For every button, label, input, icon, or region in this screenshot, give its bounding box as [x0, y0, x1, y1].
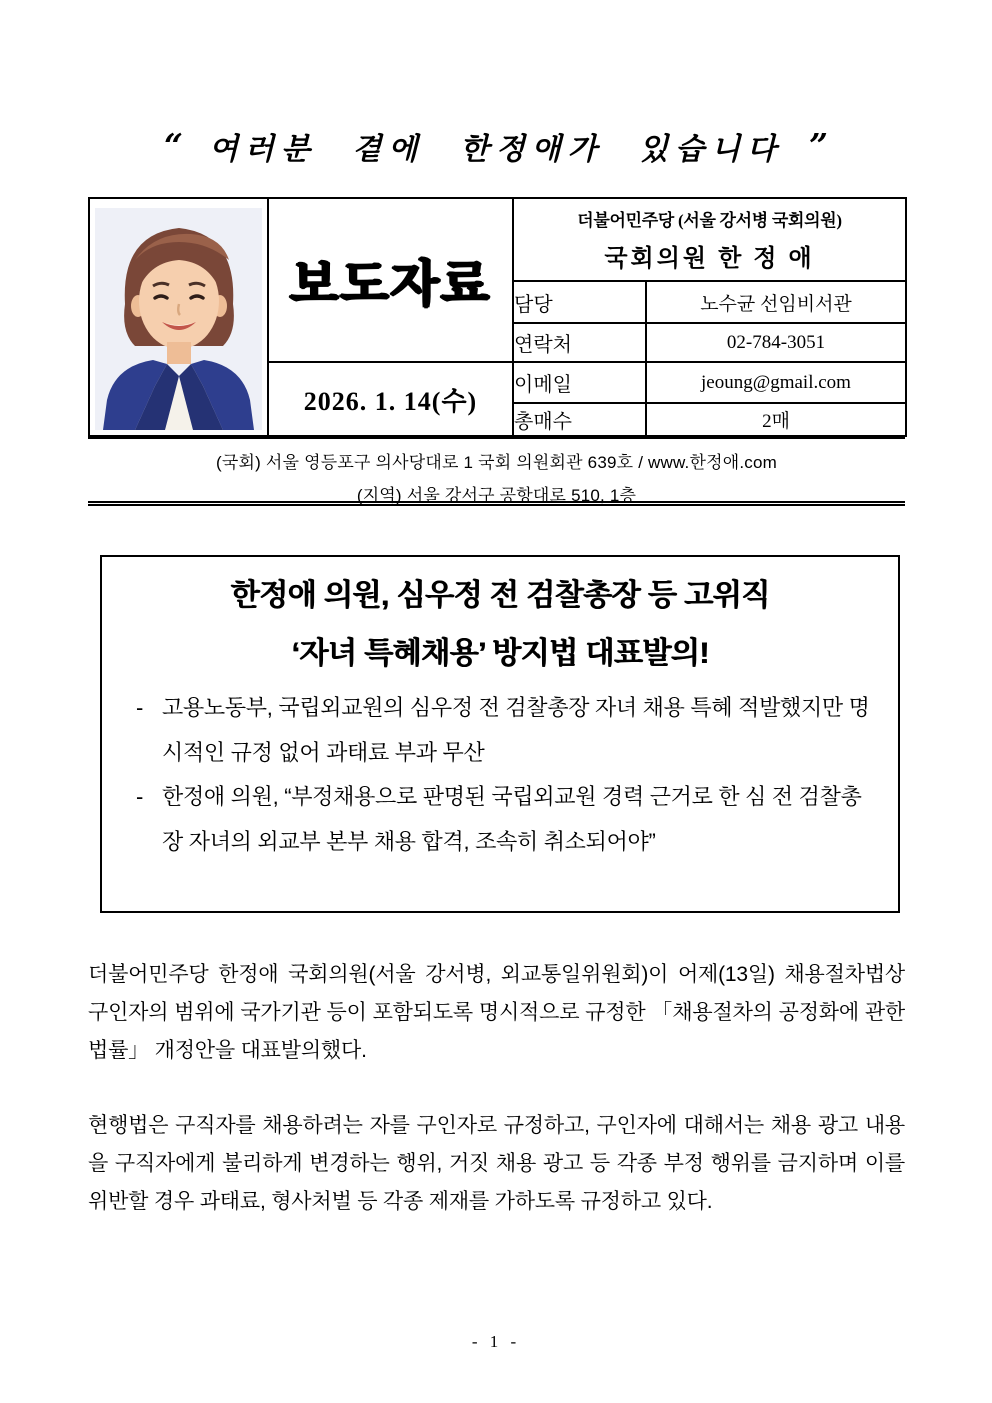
headline-bullets [128, 686, 872, 864]
bullet-dash: - [136, 695, 144, 720]
staff-value: 노수균 선임비서관 [646, 281, 906, 323]
body-paragraph: 현행법은 구직자를 채용하려는 자를 구인자로 규정하고, 구인자에 대해서는 채용 광고 내용을 구직자에게 불리하게 변경하는 행위, 거짓 채용 광고 등 각종 부정 행위를 금지하며 이를 위반할 경우 과태료, 형사처벌 등 각종 제재를 가하도록 규정하고 있다. [88, 1114, 905, 1213]
eye-right [191, 296, 203, 298]
slogan-text: 여러분 곁에 한정애가 있습니다 [208, 132, 784, 167]
release-date: 2026. 1. 14(수) [268, 362, 513, 436]
email-value: jeoung@gmail.com [646, 362, 906, 403]
bullet-text: 고용노동부, 국립외교원의 심우정 전 검찰총장 자녀 채용 특혜 적발했지만 명시적인 규정 없어 과태료 부과 무산 [162, 695, 870, 765]
headline-line1: 한정애 의원, 심우정 전 검찰총장 등 고위직 [230, 579, 770, 612]
page-number: - 1 - [471, 1332, 521, 1351]
staff-label: 담당 [513, 281, 646, 323]
address-divider-rule [88, 501, 905, 506]
pages-label: 총매수 [513, 403, 646, 436]
table-bottom-rule [88, 436, 905, 439]
bullet-text: 한정애 의원, “부정채용으로 판명된 국립외교원 경력 근거로 한 심 전 검찰총장 자녀의 외교부 본부 채용 합격, 조속히 취소되어야” [162, 784, 862, 854]
eye-left [155, 296, 167, 298]
email-label: 이메일 [513, 362, 646, 403]
party-line: 더불어민주당 (서울 강서병 국회의원) [577, 211, 842, 230]
headline-box [100, 555, 900, 913]
phone-value: 02-784-3051 [646, 323, 906, 362]
neck [167, 342, 191, 364]
headline-bullet [128, 686, 872, 775]
member-name: 국회의원 한 정 애 [604, 246, 815, 272]
member-header-cell [513, 198, 906, 281]
close-quote: ” [809, 126, 829, 165]
press-release-label: 보도자료 [268, 198, 513, 362]
open-quote: “ [163, 126, 183, 165]
slogan [0, 124, 992, 168]
address-district: (지역) 서울 강서구 공항대로 510, 1층 [356, 486, 637, 505]
body-paragraph: 더불어민주당 한정애 국회의원(서울 강서병, 외교통일위원회)이 어제(13일) 채용절차법상 구인자의 범위에 국가기관 등이 포함되도록 명시적으로 규정한 「채용절차의 공정화에 관한 법률」 개정안을 대표발의했다. [88, 963, 905, 1062]
member-photo [95, 208, 262, 430]
article-body [88, 956, 905, 1258]
bullet-dash: - [136, 784, 144, 809]
member-photo-cell [89, 198, 268, 436]
headline-bullet [128, 775, 872, 864]
pages-value: 2매 [646, 403, 906, 436]
headline-line2: ‘자녀 특혜채용’ 방지법 대표발의! [291, 637, 709, 670]
address-assembly: (국회) 서울 영등포구 의사당대로 1 국회 의원회관 639호 / www.한정애.com [216, 453, 777, 472]
phone-label: 연락처 [513, 323, 646, 362]
header-table [88, 197, 907, 437]
